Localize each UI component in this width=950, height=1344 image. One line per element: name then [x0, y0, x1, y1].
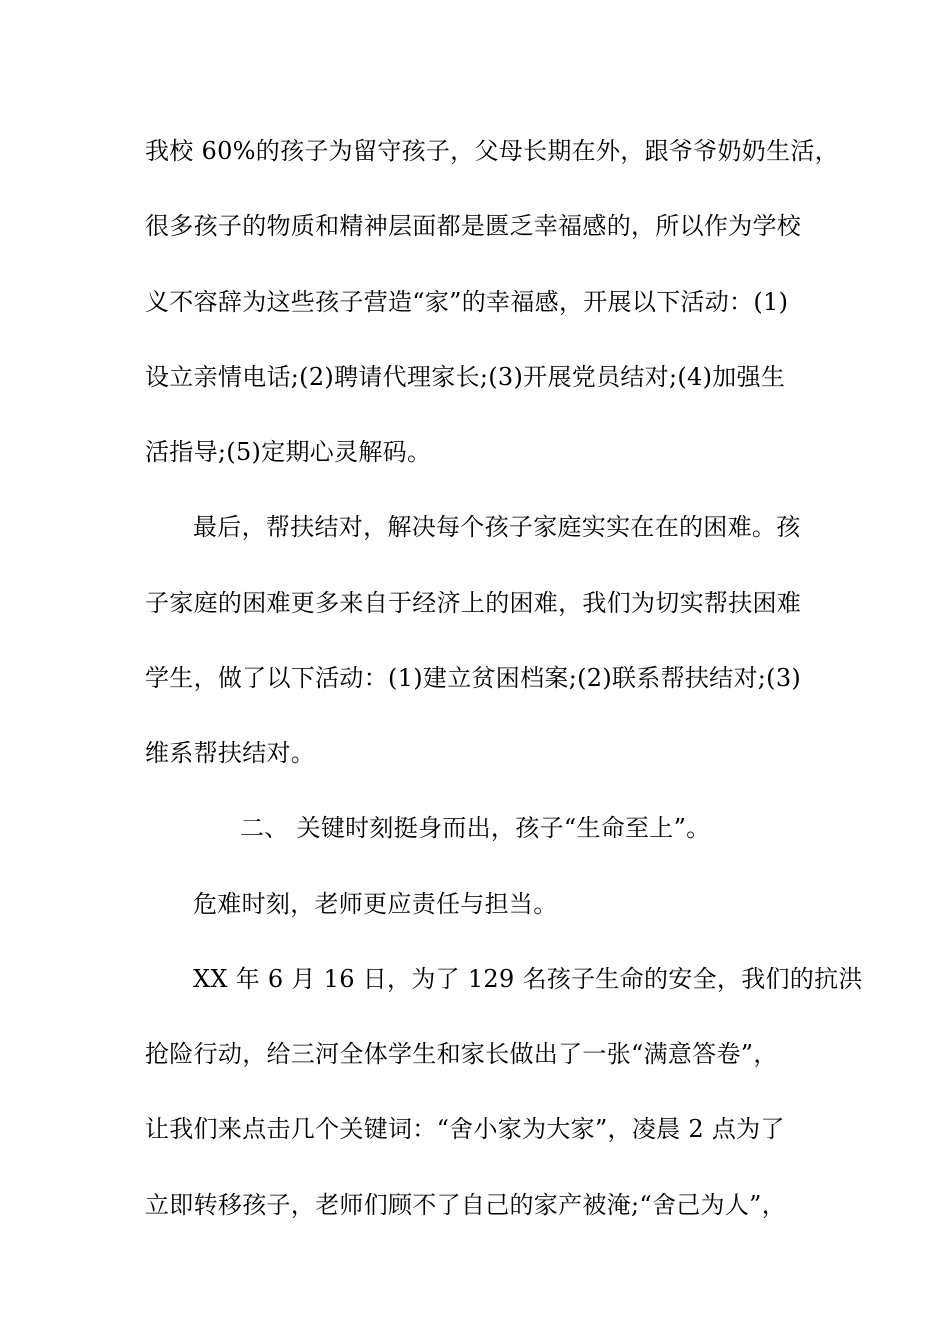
- section-heading: 二、 关键时刻挺身而出，孩子“生命至上”。: [240, 814, 711, 842]
- text-line: 设立亲情电话;(2)聘请代理家长;(3)开展党员结对;(4)加强生: [145, 363, 786, 391]
- text-line: 立即转移孩子，老师们顾不了自己的家产被淹;“舍己为人”，: [145, 1191, 787, 1219]
- text-line: 让我们来点击几个关键词：“舍小家为大家”，凌晨 2 点为了: [145, 1115, 785, 1143]
- text-line: 维系帮扶结对。: [145, 739, 316, 767]
- text-line: XX 年 6 月 16 日，为了 129 名孩子生命的安全，我们的抗洪: [193, 965, 863, 993]
- text-line: 学生，做了以下活动：(1)建立贫困档案;(2)联系帮扶结对;(3): [145, 664, 802, 692]
- text-line: 抢险行动，给三河全体学生和家长做出了一张“满意答卷”，: [145, 1040, 778, 1068]
- text-line: 活指导;(5)定期心灵解码。: [145, 438, 432, 466]
- text-line: 义不容辞为这些孩子营造“家”的幸福感，开展以下活动：(1): [145, 288, 789, 316]
- text-line: 很多孩子的物质和精神层面都是匮乏幸福感的，所以作为学校: [145, 212, 802, 240]
- text-line: 危难时刻，老师更应责任与担当。: [193, 890, 558, 918]
- text-line: 最后，帮扶结对，解决每个孩子家庭实实在在的困难。孩: [193, 513, 801, 541]
- text-line: 我校 60%的孩子为留守孩子，父母长期在外，跟爷爷奶奶生活，: [145, 137, 839, 165]
- text-line: 子家庭的困难更多来自于经济上的困难，我们为切实帮扶困难: [145, 589, 802, 617]
